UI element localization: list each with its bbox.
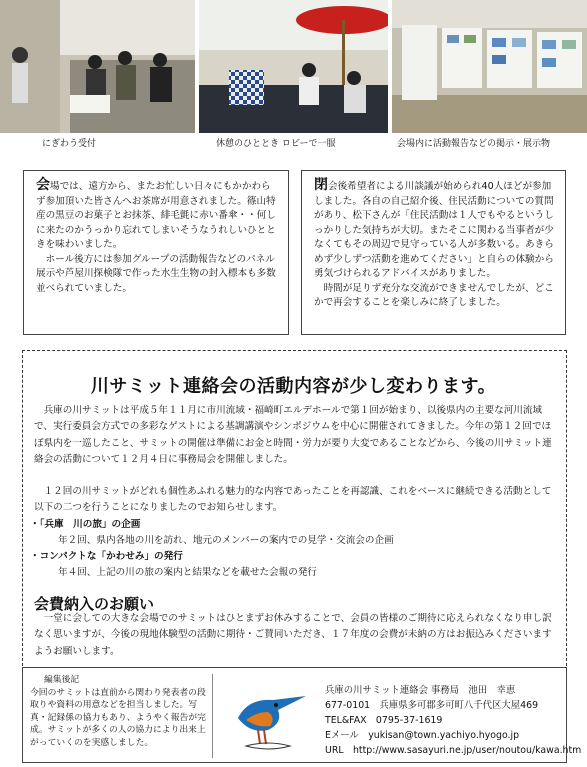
article-text: 場では、遠方から、またお忙しい日々にもかかわらず参加頂いた皆さんへお茶席が用意されました。篠山特産の黒豆のお菓子とお抹茶、緋毛氈に赤い番傘・・何しに来たのかうっかり忘れてしまいそうなうれしいひとときを味わいました。 [36,181,276,250]
contact-url[interactable]: URL http://www.sasayuri.ne.jp/user/noutou/kawa.htm [325,745,582,756]
contact-tel: TEL&FAX 0795-37-1619 [325,715,443,726]
article-text-2: 時間が足りず充分な交流ができませんでしたが、どこかで再会することを楽しみに終了しました。 [314,282,554,308]
caption-exhibit: 会場内に活動報告などの掲示・展示物 [397,139,551,149]
dropcap: 閉 [314,177,328,193]
contact-org: 兵庫の川サミット連絡会 事務局 池田 幸恵 [325,685,516,696]
item1-title: ・「兵庫 川の旅」の企画 [30,519,141,530]
contact-email[interactable]: Eメール yukisan@town.yachiyo.hyogo.jp [325,730,520,741]
dues-title: 会費納入のお願い [34,595,155,613]
notice-title: 川サミット連絡会の活動内容が少し変わります。 [90,376,497,397]
article-text: 会後希望者による川談議が始められ40人ほどが参加しました。各自の自己紹介後、住民活動についての質問があり、松下さんが「住民活動は１人でもやるというしっかりした気持ちが大切。またそこに関わる当事者が少なくてもその周辺で見守っている人が多数いる。あきらめず少しずつ活動を進めてください」と自らの体験から勇気づけられるアドバイスがありました。 [314,181,554,279]
postscript-heading: 編集後記 [44,675,80,685]
footer-divider [212,674,213,758]
photo-lobby-break [199,0,388,133]
item2-title: ・コンパクトな「かわせみ」の発行 [30,551,183,562]
article-text-2: ホール後方には参加グループの活動報告などのパネル展示や芦屋川探検隊で作った水生生物の封入標本も多数並べられていました。 [36,253,276,294]
dues-text: 一堂に会しての大きな会場でのサミットはひとまずお休みすることで、会員の皆様のご期待に応えられなくなり申し訳なく思いますが、今後の現地体験型の活動に期待・ご賛同いただき、１７年度の会費が未納の方はお振込みくださいますようお願いします。 [34,613,552,657]
postscript-text: 今回のサミットは直前から関わり発表者の段取りや資料の用意などを担当しました。写真・記録係の協力もあり、ようやく報告が完成。サミットが多くの人の協力により出来上がっていくのを実感しました。 [30,687,206,748]
article-tea-ceremony [23,170,289,335]
article-river-talk [301,170,566,335]
item2-text: 年４回、上記の川の旅の案内と結果などを載せた会報の発行 [58,567,318,578]
dropcap: 会 [36,177,50,193]
caption-lobby: 休憩のひととき ロビーで一服 [216,139,336,149]
contact-postal: 677-0101 兵庫県多可郡多可町八千代区大屋469 [325,700,539,711]
photo-exhibit-panels [392,0,587,133]
notice-para-1: 兵庫の川サミットは平成５年１１月に市川流域・福崎町エルデホールで第１回が始まり、以後県内の主要な河川流域で、実行委員会方式での多彩なゲストによる基調講演やシンポジウムを中心に開催されてきました。今年の第１２回でほぼ県内を一巡したこと、サミットの開催は準備にお金と時間・労力が要り大変であることなどから、今後の川サミット連絡会の活動について１２月４日に事務局会を開催しました。 [34,405,552,465]
notice-para-2: １２回の川サミットがどれも個性あふれる魅力的な内容であったことを再認識、これをベースに継続できる活動として以下の二つを行うことになりましたのでお知らせします。 [34,486,552,514]
photo-reception [0,0,195,133]
item1-text: 年２回、県内各地の川を訪れ、地元のメンバーの案内での見学・交流会の企画 [58,535,394,546]
kingfisher-logo [228,678,313,758]
caption-reception: にぎわう受付 [42,139,97,149]
postscript [30,674,210,750]
